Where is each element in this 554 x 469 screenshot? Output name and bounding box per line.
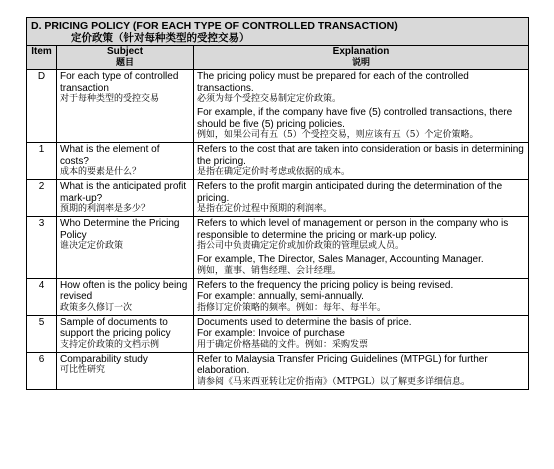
row-explanation-line: Refers to the frequency the pricing policy is being revised. (197, 279, 454, 291)
table-title-en: D. PRICING POLICY (FOR EACH TYPE OF CONTROLLED TRANSACTION) (31, 20, 398, 32)
header-explanation-en: Explanation (332, 46, 390, 57)
row-item: 5 (27, 315, 57, 352)
row-explanation-line: For example: annually, semi-annually. (197, 291, 364, 302)
row-explanation-line: 指公司中负责确定定价或加价政策的管理层或人员。 (197, 241, 405, 251)
row-explanation-line: Documents used to determine the basis of price. (197, 316, 412, 328)
row-explanation-line: 例如，如果公司有五（5）个受控交易，则应该有五（5）个定价策略。 (197, 130, 479, 140)
table-row (27, 315, 529, 352)
table-row (27, 278, 529, 315)
row-subject-en: Comparability study (60, 353, 148, 365)
row-explanation (194, 217, 529, 279)
row-explanation-line: The pricing policy must be prepared for each of the controlled transactions. (197, 71, 469, 94)
row-subject-cn: 可比性研究 (60, 365, 106, 375)
table-row (27, 352, 529, 389)
row-subject-cn: 对于每种类型的受控交易 (60, 94, 160, 104)
row-subject-en: What is the anticipated profit mark-up? (60, 181, 187, 204)
row-item: 1 (27, 143, 57, 180)
table-row (27, 143, 529, 180)
row-explanation-line: For example, if the company have five (5) controlled transactions, there should be five (5) pricing policies. (197, 107, 513, 130)
table-row (27, 217, 529, 279)
row-explanation (194, 143, 529, 180)
header-row (27, 46, 529, 70)
row-subject-en: For each type of controlled transaction (60, 71, 179, 94)
row-explanation (194, 352, 529, 389)
header-subject-cn: 题目 (115, 57, 134, 68)
row-subject (57, 315, 194, 352)
header-explanation (194, 46, 529, 70)
row-subject-cn: 预期的利润率是多少？ (60, 204, 151, 214)
row-subject (57, 352, 194, 389)
row-subject (57, 180, 194, 217)
row-item: D (27, 70, 57, 143)
row-explanation (194, 278, 529, 315)
header-explanation-cn: 说明 (351, 57, 370, 68)
row-explanation-line: 必须为每个受控交易制定定价政策。 (197, 94, 342, 104)
row-explanation-line: 请参阅《马来西亚转让定价指南》（MTPGL）以了解更多详细信息。 (197, 376, 470, 387)
row-subject (57, 70, 194, 143)
row-explanation-line: For example: Invoice of purchase (197, 328, 345, 339)
row-explanation-line: Refers to which level of management or person in the company who is responsible to determine the pricing or mark-up policy. (197, 218, 509, 241)
row-subject (57, 278, 194, 315)
row-explanation-line: For example, The Director, Sales Manager, Accounting Manager. (197, 254, 484, 265)
row-explanation-line: 是指在定价过程中预期的利润率。 (197, 204, 333, 214)
row-item: 3 (27, 217, 57, 279)
row-explanation-line: Refers to the profit margin anticipated during the determination of the pricing. (197, 181, 503, 204)
header-subject-en: Subject (106, 46, 144, 57)
row-explanation (194, 315, 529, 352)
pricing-policy-table (26, 17, 529, 390)
row-explanation-line: 例如，董事、销售经理、会计经理。 (197, 265, 342, 276)
row-explanation-line: 指修订定价策略的频率。例如：每年、每半年。 (197, 302, 387, 313)
row-explanation (194, 70, 529, 143)
header-item (27, 46, 57, 70)
row-explanation-line: 是指在确定定价时考虑或依据的成本。 (197, 167, 351, 177)
row-item: 2 (27, 180, 57, 217)
table-title-cn: 定价政策（针对每种类型的受控交易） (71, 32, 250, 44)
row-subject-cn: 支持定价政策的文档示例 (60, 339, 160, 350)
row-explanation (194, 180, 529, 217)
row-subject-cn: 政策多久修订一次 (60, 302, 133, 313)
row-subject-cn: 成本的要素是什么？ (60, 167, 142, 177)
row-subject-en: Sample of documents to support the pricing policy (60, 316, 171, 339)
header-item-label: Item (31, 46, 52, 57)
row-subject (57, 143, 194, 180)
pricing-policy-table-wrapper (26, 17, 529, 390)
row-explanation-line: 用于确定价格基础的文件。例如：采购发票 (197, 339, 369, 350)
row-subject-en: Who Determine the Pricing Policy (60, 218, 180, 241)
table-row (27, 180, 529, 217)
row-item: 6 (27, 352, 57, 389)
row-explanation-line: Refer to Malaysia Transfer Pricing Guidelines (MTPGL) for further elaboration. (197, 353, 488, 376)
row-explanation-line: Refers to the cost that are taken into consideration or basis in determining the pricing. (197, 144, 524, 167)
table-row (27, 70, 529, 143)
header-subject (57, 46, 194, 70)
row-subject-en: What is the element of costs? (60, 144, 160, 167)
table-title (27, 18, 529, 46)
row-subject-en: How often is the policy being revised (60, 279, 188, 302)
row-subject (57, 217, 194, 279)
row-subject-cn: 谁决定定价政策 (60, 241, 124, 251)
title-row (27, 18, 529, 46)
row-item: 4 (27, 278, 57, 315)
